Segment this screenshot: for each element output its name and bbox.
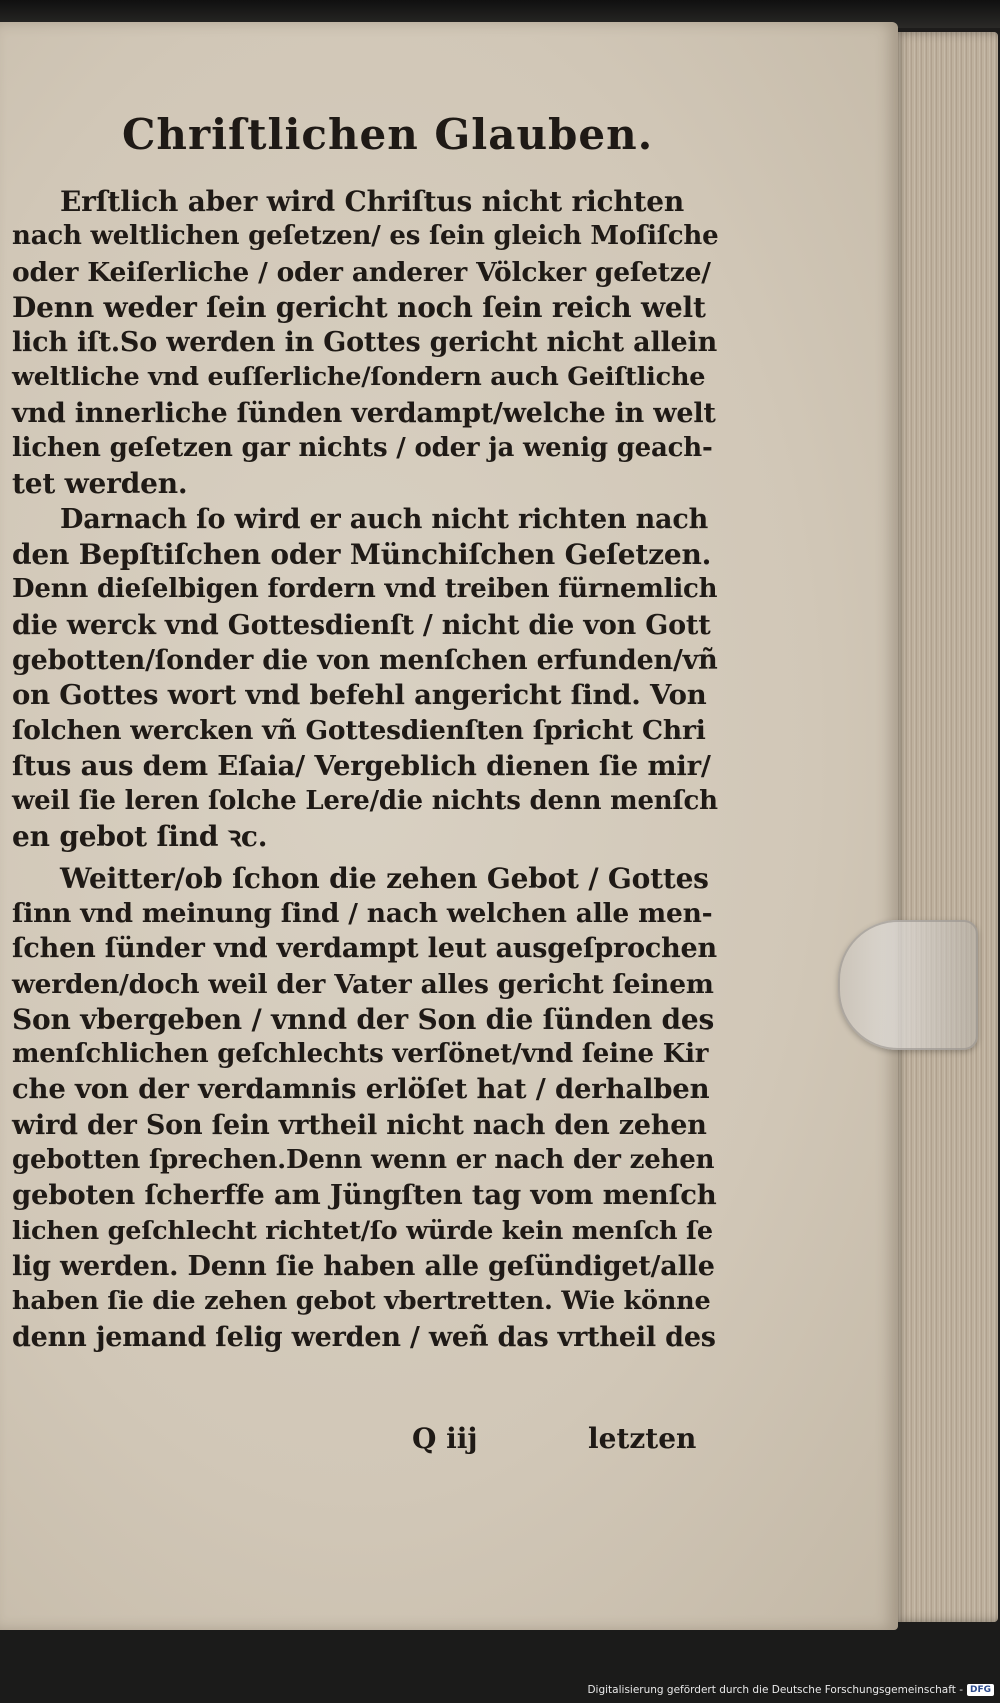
text-line: haben ſie die zehen gebot vbertretten. Wie könne (12, 1286, 711, 1317)
text-line: denn jemand ſelig werden / weñ das vrtheil des (12, 1321, 716, 1353)
text-line: nach weltlichen geſetzen/ es ſein gleich Moſiſche (12, 221, 719, 252)
catchword: letzten (588, 1422, 697, 1455)
text-line: ſtus aus dem Eſaia/ Vergeblich dienen ſie mir/ (12, 749, 711, 782)
dfg-logo: DFG (967, 1684, 994, 1696)
book-page (0, 22, 898, 1630)
text-line: ſinn vnd meinung ſind / nach welchen alle men- (12, 897, 713, 929)
text-line: tet werden. (12, 467, 188, 501)
text-line: Weitter/ob ſchon die zehen Gebot / Gottes (60, 861, 709, 895)
text-line: Erſtlich aber wird Chriſtus nicht richten (60, 185, 685, 218)
text-line: geboten ſcherffe am Jüngſten tag vom menſch (12, 1179, 717, 1212)
text-line: weil ſie leren ſolche Lere/die nichts denn menſch (12, 786, 718, 817)
text-line: menſchlichen geſchlechts verſönet/vnd ſeine Kir (12, 1039, 709, 1070)
text-line: oder Keiſerliche / oder anderer Völcker geſetze/ (12, 256, 711, 288)
text-line: Son vbergeben / vnnd der Son die ſünden des (12, 1002, 715, 1036)
text-line: lig werden. Denn ſie haben alle geſündiget/alle (12, 1250, 715, 1282)
text-line: ſchen ſünder vnd verdampt leut ausgeſprochen (12, 933, 717, 965)
text-line: che von der verdamnis erlöſet hat / derhalben (12, 1073, 710, 1106)
page-edges-stack (893, 32, 998, 1622)
paragraph (12, 861, 718, 1355)
page-text-block (12, 100, 718, 1355)
signature-line (412, 1422, 732, 1462)
paragraph (12, 502, 718, 855)
text-line: ſolchen wercken vñ Gottesdienſten ſpricht Chri (12, 715, 706, 747)
text-line: den Bepſtiſchen oder Münchiſchen Geſetzen. (12, 537, 712, 571)
text-line: gebotten/ſonder die von menſchen erfunden/vñ (12, 644, 718, 676)
text-line: wird der Son ſein vrtheil nicht nach den zehen (12, 1109, 707, 1141)
paragraph-container (12, 184, 718, 1355)
text-line: Denn weder ſein gericht noch ſein reich welt (12, 290, 706, 324)
page-clip (838, 920, 978, 1050)
text-line: die werck vnd Gottesdienſt / nicht die von Gott (12, 609, 711, 641)
text-line: lichen geſchlecht richtet/ſo würde kein menſch ſe (12, 1215, 713, 1246)
credit-text: Digitalisierung gefördert durch die Deutsche Forschungsgemeinschaft - (587, 1684, 963, 1696)
text-line: werden/doch weil der Vater alles gericht ſeinem (12, 968, 714, 1000)
text-line: on Gottes wort vnd befehl angericht ſind. Von (12, 679, 707, 712)
text-line: Denn dieſelbigen fordern vnd treiben fürnemlich (12, 574, 718, 605)
digitization-credit (587, 1684, 994, 1696)
text-line: lichen geſetzen gar nichts / oder ja wenig geach- (12, 433, 713, 464)
text-line: Darnach ſo wird er auch nicht richten nach (60, 503, 709, 535)
page-heading: Chriſtlichen Glauben. (122, 110, 654, 159)
text-line: vnd innerliche ſünden verdampt/welche in welt (12, 397, 716, 429)
paragraph (12, 184, 718, 502)
text-line: weltliche vnd euſſerliche/ſondern auch Geiſtliche (12, 362, 706, 393)
text-line: en gebot ſind ꝛc. (12, 820, 268, 854)
text-line: gebotten ſprechen.Denn wenn er nach der zehen (12, 1145, 715, 1176)
text-line: lich iſt.So werden in Gottes gericht nicht allein (12, 327, 718, 359)
signature-mark: Q iij (412, 1422, 478, 1455)
